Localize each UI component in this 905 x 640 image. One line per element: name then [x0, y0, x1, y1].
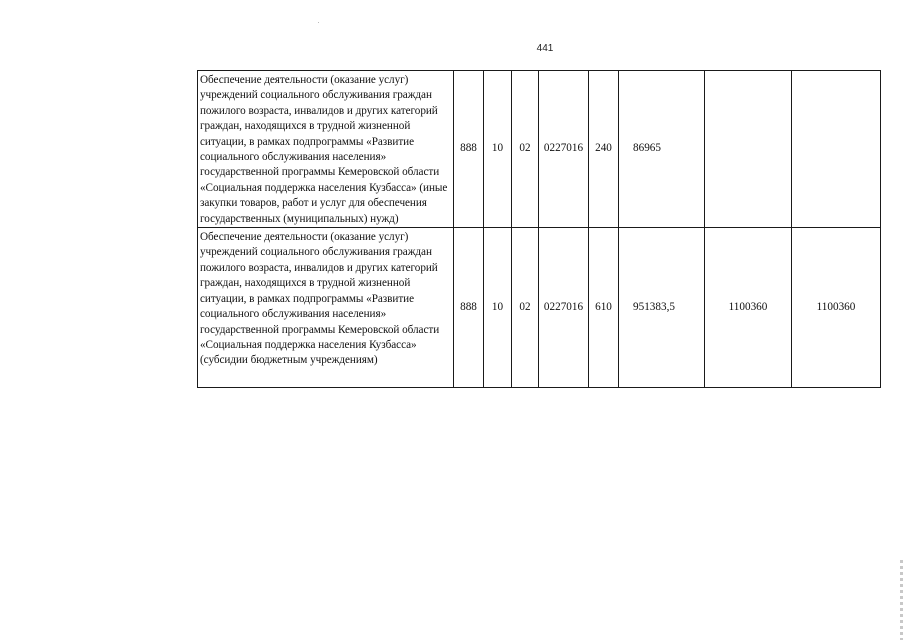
- budget-table: [197, 70, 881, 388]
- scan-speck: [318, 22, 319, 23]
- expense-type-code: 240: [589, 71, 619, 228]
- scan-edge-mark: [900, 560, 903, 640]
- amount-year-1: 951383,5: [619, 228, 705, 388]
- table-row: [198, 71, 881, 228]
- row-description: Обеспечение деятельности (оказание услуг) учреждений социального обслуживания граждан пожилого возраста, инвалидов и других категорий граждан, находящихся в трудной жизненной ситуации, в рамках подпрограммы «Развитие социального обслуживания населения» государственной программы Кемеровской области «Социальная поддержка населения Кузбасса» (иные закупки товаров, работ и услуг для обеспечения государственных (муниципальных) нужд): [198, 71, 454, 228]
- target-article-code: 0227016: [539, 228, 589, 388]
- amount-year-2: [705, 71, 792, 228]
- page-number: 441: [536, 43, 554, 54]
- expense-type-code: 610: [589, 228, 619, 388]
- ministry-code: 888: [454, 71, 484, 228]
- amount-year-1: 86965: [619, 71, 705, 228]
- target-article-code: 0227016: [539, 71, 589, 228]
- amount-year-2: 1100360: [705, 228, 792, 388]
- table-row: [198, 228, 881, 388]
- section-code: 10: [484, 228, 512, 388]
- subsection-code: 02: [512, 228, 539, 388]
- subsection-code: 02: [512, 71, 539, 228]
- amount-year-3: [792, 71, 881, 228]
- amount-year-3: 1100360: [792, 228, 881, 388]
- row-description: Обеспечение деятельности (оказание услуг) учреждений социального обслуживания граждан пожилого возраста, инвалидов и других категорий граждан, находящихся в трудной жизненной ситуации, в рамках подпрограммы «Развитие социального обслуживания населения» государственной программы Кемеровской области «Социальная поддержка населения Кузбасса» (субсидии бюджетным учреждениям): [198, 228, 454, 388]
- ministry-code: 888: [454, 228, 484, 388]
- section-code: 10: [484, 71, 512, 228]
